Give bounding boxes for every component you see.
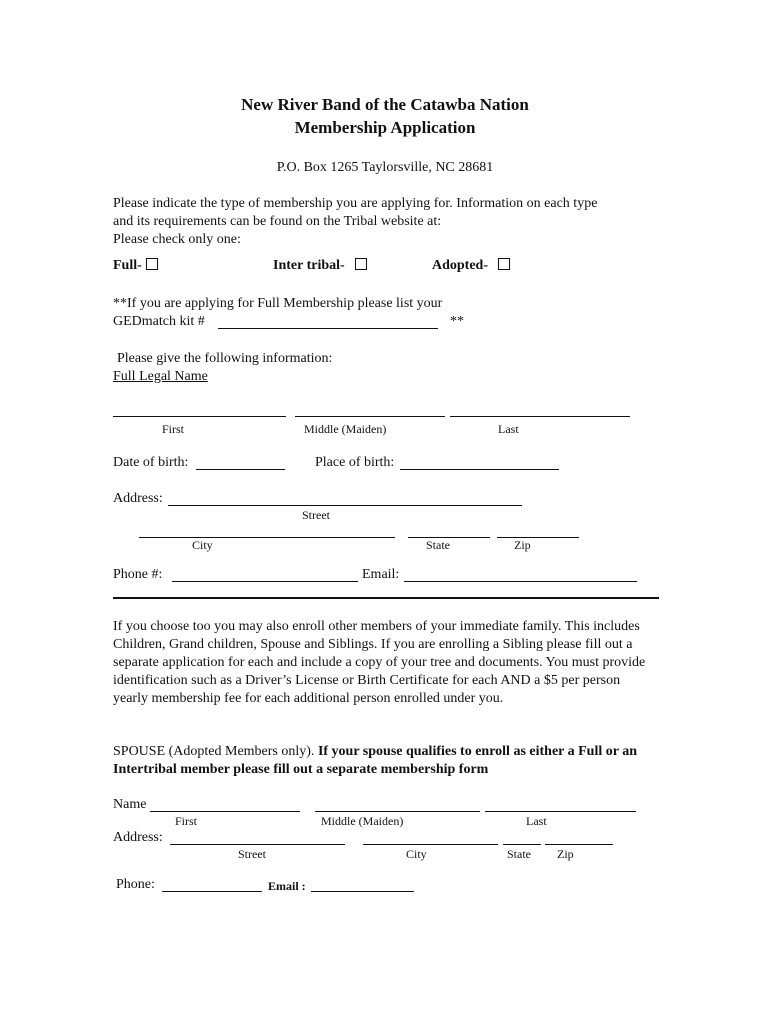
dob-label: Date of birth:: [113, 455, 189, 470]
email-field[interactable]: [404, 581, 637, 582]
full-checkbox[interactable]: [146, 258, 158, 270]
phone-label: Phone #:: [113, 567, 163, 582]
spouse-street-caption: Street: [238, 847, 266, 861]
spouse-middle-field[interactable]: [315, 811, 480, 812]
inter-tribal-checkbox[interactable]: [355, 258, 367, 270]
gedmatch-suffix: **: [450, 314, 464, 329]
spouse-note-prefix: SPOUSE (Adopted Members only).: [113, 744, 318, 759]
option-full: [113, 258, 158, 274]
spouse-phone-label: Phone:: [116, 877, 155, 892]
info-prompt: Please give the following information:: [117, 351, 333, 366]
phone-field[interactable]: [172, 581, 358, 582]
spouse-first-caption: First: [175, 814, 198, 828]
pob-label: Place of birth:: [315, 455, 395, 470]
last-name-field[interactable]: [450, 416, 630, 417]
street-field[interactable]: [168, 505, 522, 506]
pob-field[interactable]: [400, 469, 559, 470]
spouse-street-field[interactable]: [170, 844, 345, 845]
spouse-first-field[interactable]: [150, 811, 300, 812]
email-label: Email:: [362, 567, 400, 582]
middle-caption: Middle (Maiden): [304, 422, 387, 436]
intro-line-1: Please indicate the type of membership you are applying for. Information on each type: [113, 196, 598, 211]
first-name-field[interactable]: [113, 416, 286, 417]
adopted-checkbox[interactable]: [498, 258, 510, 270]
option-full-label: Full-: [113, 258, 142, 273]
address-label: Address:: [113, 491, 163, 506]
option-inter-tribal: [273, 258, 367, 274]
spouse-last-field[interactable]: [485, 811, 636, 812]
option-adopted-label: Adopted-: [432, 258, 489, 273]
spouse-state-caption: State: [507, 847, 531, 861]
state-caption: State: [426, 538, 450, 552]
spouse-state-field[interactable]: [503, 844, 541, 845]
option-adopted: [432, 258, 510, 274]
spouse-city-field[interactable]: [363, 844, 498, 845]
gedmatch-kit-field[interactable]: [218, 328, 438, 329]
spouse-email-field[interactable]: [311, 891, 414, 892]
first-caption: First: [162, 422, 185, 436]
form-title: New River Band of the Catawba Nation: [241, 95, 529, 114]
dob-field[interactable]: [196, 469, 285, 470]
intro-line-2: and its requirements can be found on the Tribal website at:: [113, 214, 442, 229]
spouse-address-label: Address:: [113, 830, 163, 845]
spouse-city-caption: City: [406, 847, 427, 861]
spouse-name-label: Name: [113, 797, 147, 812]
spouse-phone-field[interactable]: [162, 891, 262, 892]
spouse-email-label: Email :: [268, 879, 306, 893]
spouse-middle-caption: Middle (Maiden): [321, 814, 404, 828]
spouse-zip-caption: Zip: [557, 847, 574, 861]
middle-name-field[interactable]: [295, 416, 445, 417]
street-caption: Street: [302, 508, 330, 522]
last-caption: Last: [498, 422, 519, 436]
zip-field[interactable]: [497, 537, 579, 538]
city-field[interactable]: [139, 537, 395, 538]
legal-name-heading: [113, 369, 208, 385]
gedmatch-label: GEDmatch kit #: [113, 314, 205, 329]
gedmatch-note: **If you are applying for Full Membership please list your: [113, 296, 443, 311]
spouse-note: [113, 743, 653, 779]
intro-line-3: Please check only one:: [113, 232, 241, 247]
spouse-zip-field[interactable]: [545, 844, 613, 845]
section-divider: [113, 597, 659, 599]
po-box-address: P.O. Box 1265 Taylorsville, NC 28681: [276, 160, 494, 175]
form-subtitle: Membership Application: [294, 118, 476, 137]
legal-name-heading-text: Full Legal Name: [113, 369, 208, 384]
spouse-note-bold: If your spouse qualifies to enroll as either a Full or an Intertribal member please fill out a separate membership form: [113, 744, 637, 777]
family-enrollment-paragraph: If you choose too you may also enroll other members of your immediate family. This includes Children, Grand children, Spouse and Siblings. If you are enrolling a Sibling please fill out a separate application for each and include a copy of your tree and documents. You must provide identification such as a Driver’s License or Birth Certificate for each AND a $5 per person yearly membership fee for each additional person enrolled under you.: [113, 619, 646, 706]
city-caption: City: [192, 538, 213, 552]
spouse-last-caption: Last: [526, 814, 547, 828]
option-inter-tribal-label: Inter tribal-: [273, 258, 345, 273]
zip-caption: Zip: [514, 538, 531, 552]
